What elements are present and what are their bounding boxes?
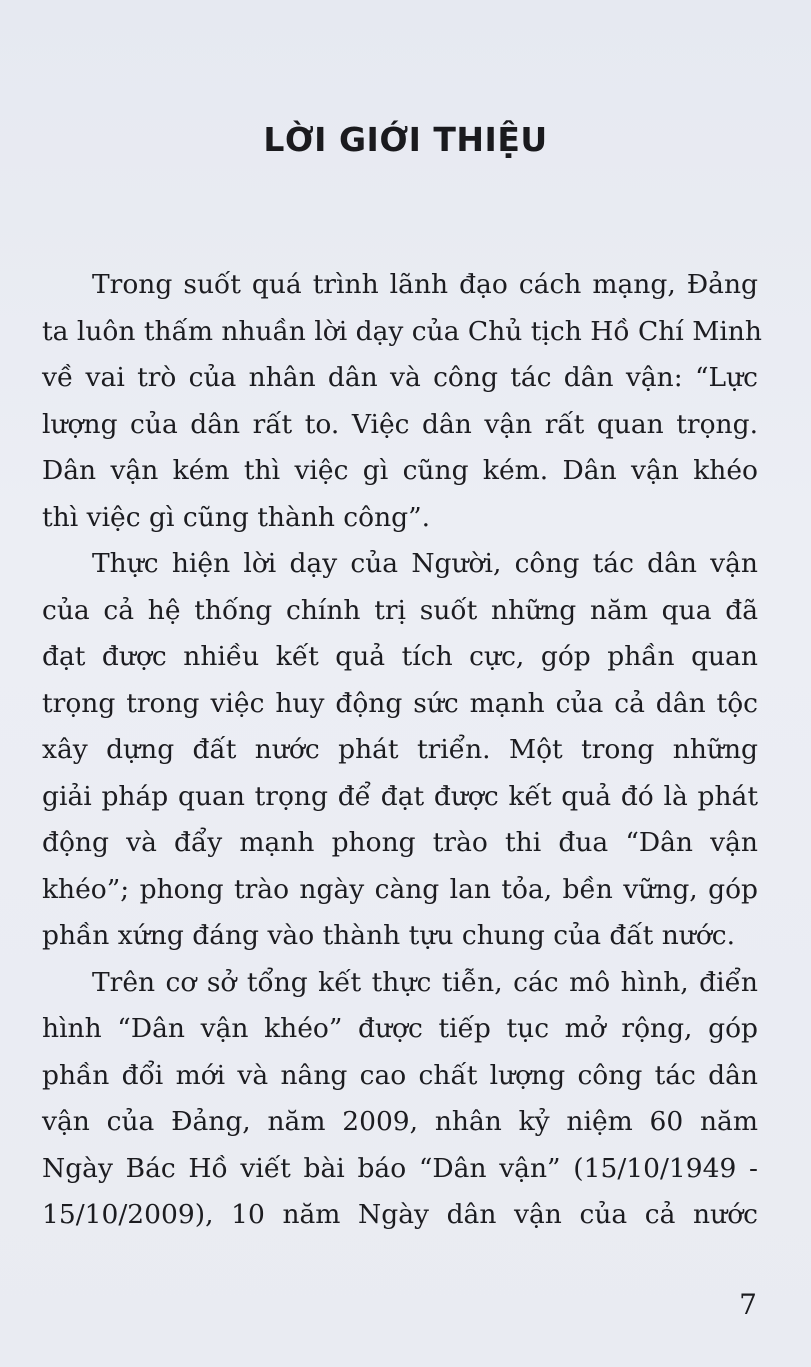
- text-line: lượng của dân rất to. Việc dân vận rất quan trọng.: [42, 408, 758, 440]
- text-line: Thực hiện lời dạy của Người, công tác dân vận: [92, 548, 758, 579]
- text-line: của cả hệ thống chính trị suốt những năm qua đã: [42, 594, 758, 626]
- text-line: xây dựng đất nước phát triển. Một trong những: [42, 734, 758, 765]
- text-line: Dân vận kém thì việc gì cũng kém. Dân vận khéo: [42, 455, 758, 486]
- paragraph-3: [42, 960, 758, 1239]
- text-line: phần xứng đáng vào thành tựu chung của đất nước.: [42, 920, 736, 951]
- text-line: đạt được nhiều kết quả tích cực, góp phần quan: [42, 641, 758, 672]
- text-line: giải pháp quan trọng để đạt được kết quả đó là phát: [42, 780, 758, 812]
- text-line: vận của Đảng, năm 2009, nhân kỷ niệm 60 năm: [42, 1106, 758, 1137]
- text-line: phần đổi mới và nâng cao chất lượng công tác dân: [42, 1059, 758, 1091]
- page-title: LỜI GIỚI THIỆU: [263, 120, 548, 159]
- text-line: 15/10/2009), 10 năm Ngày dân vận của cả nước: [42, 1199, 758, 1230]
- text-line: về vai trò của nhân dân và công tác dân vận: “Lực: [42, 362, 758, 393]
- text-line: động và đẩy mạnh phong trào thi đua “Dân vận: [42, 827, 758, 858]
- text-line: ta luôn thấm nhuần lời dạy của Chủ tịch Hồ Chí Minh: [42, 315, 762, 347]
- text-line: hình “Dân vận khéo” được tiếp tục mở rộng, góp: [42, 1013, 758, 1044]
- text-line: trọng trong việc huy động sức mạnh của cả dân tộc: [42, 687, 758, 719]
- text-line: Ngày Bác Hồ viết bài báo “Dân vận” (15/10/1949 -: [42, 1152, 758, 1184]
- text-line: khéo”; phong trào ngày càng lan tỏa, bền vững, góp: [42, 873, 758, 905]
- text-line: Trên cơ sở tổng kết thực tiễn, các mô hình, điển: [92, 966, 758, 998]
- page-number: 7: [739, 1288, 757, 1321]
- body-text: [42, 262, 762, 1239]
- text-line: Trong suốt quá trình lãnh đạo cách mạng, Đảng: [92, 269, 758, 300]
- paragraph-2: [42, 541, 758, 960]
- paragraph-1: [42, 262, 762, 541]
- text-line: thì việc gì cũng thành công”.: [42, 501, 431, 533]
